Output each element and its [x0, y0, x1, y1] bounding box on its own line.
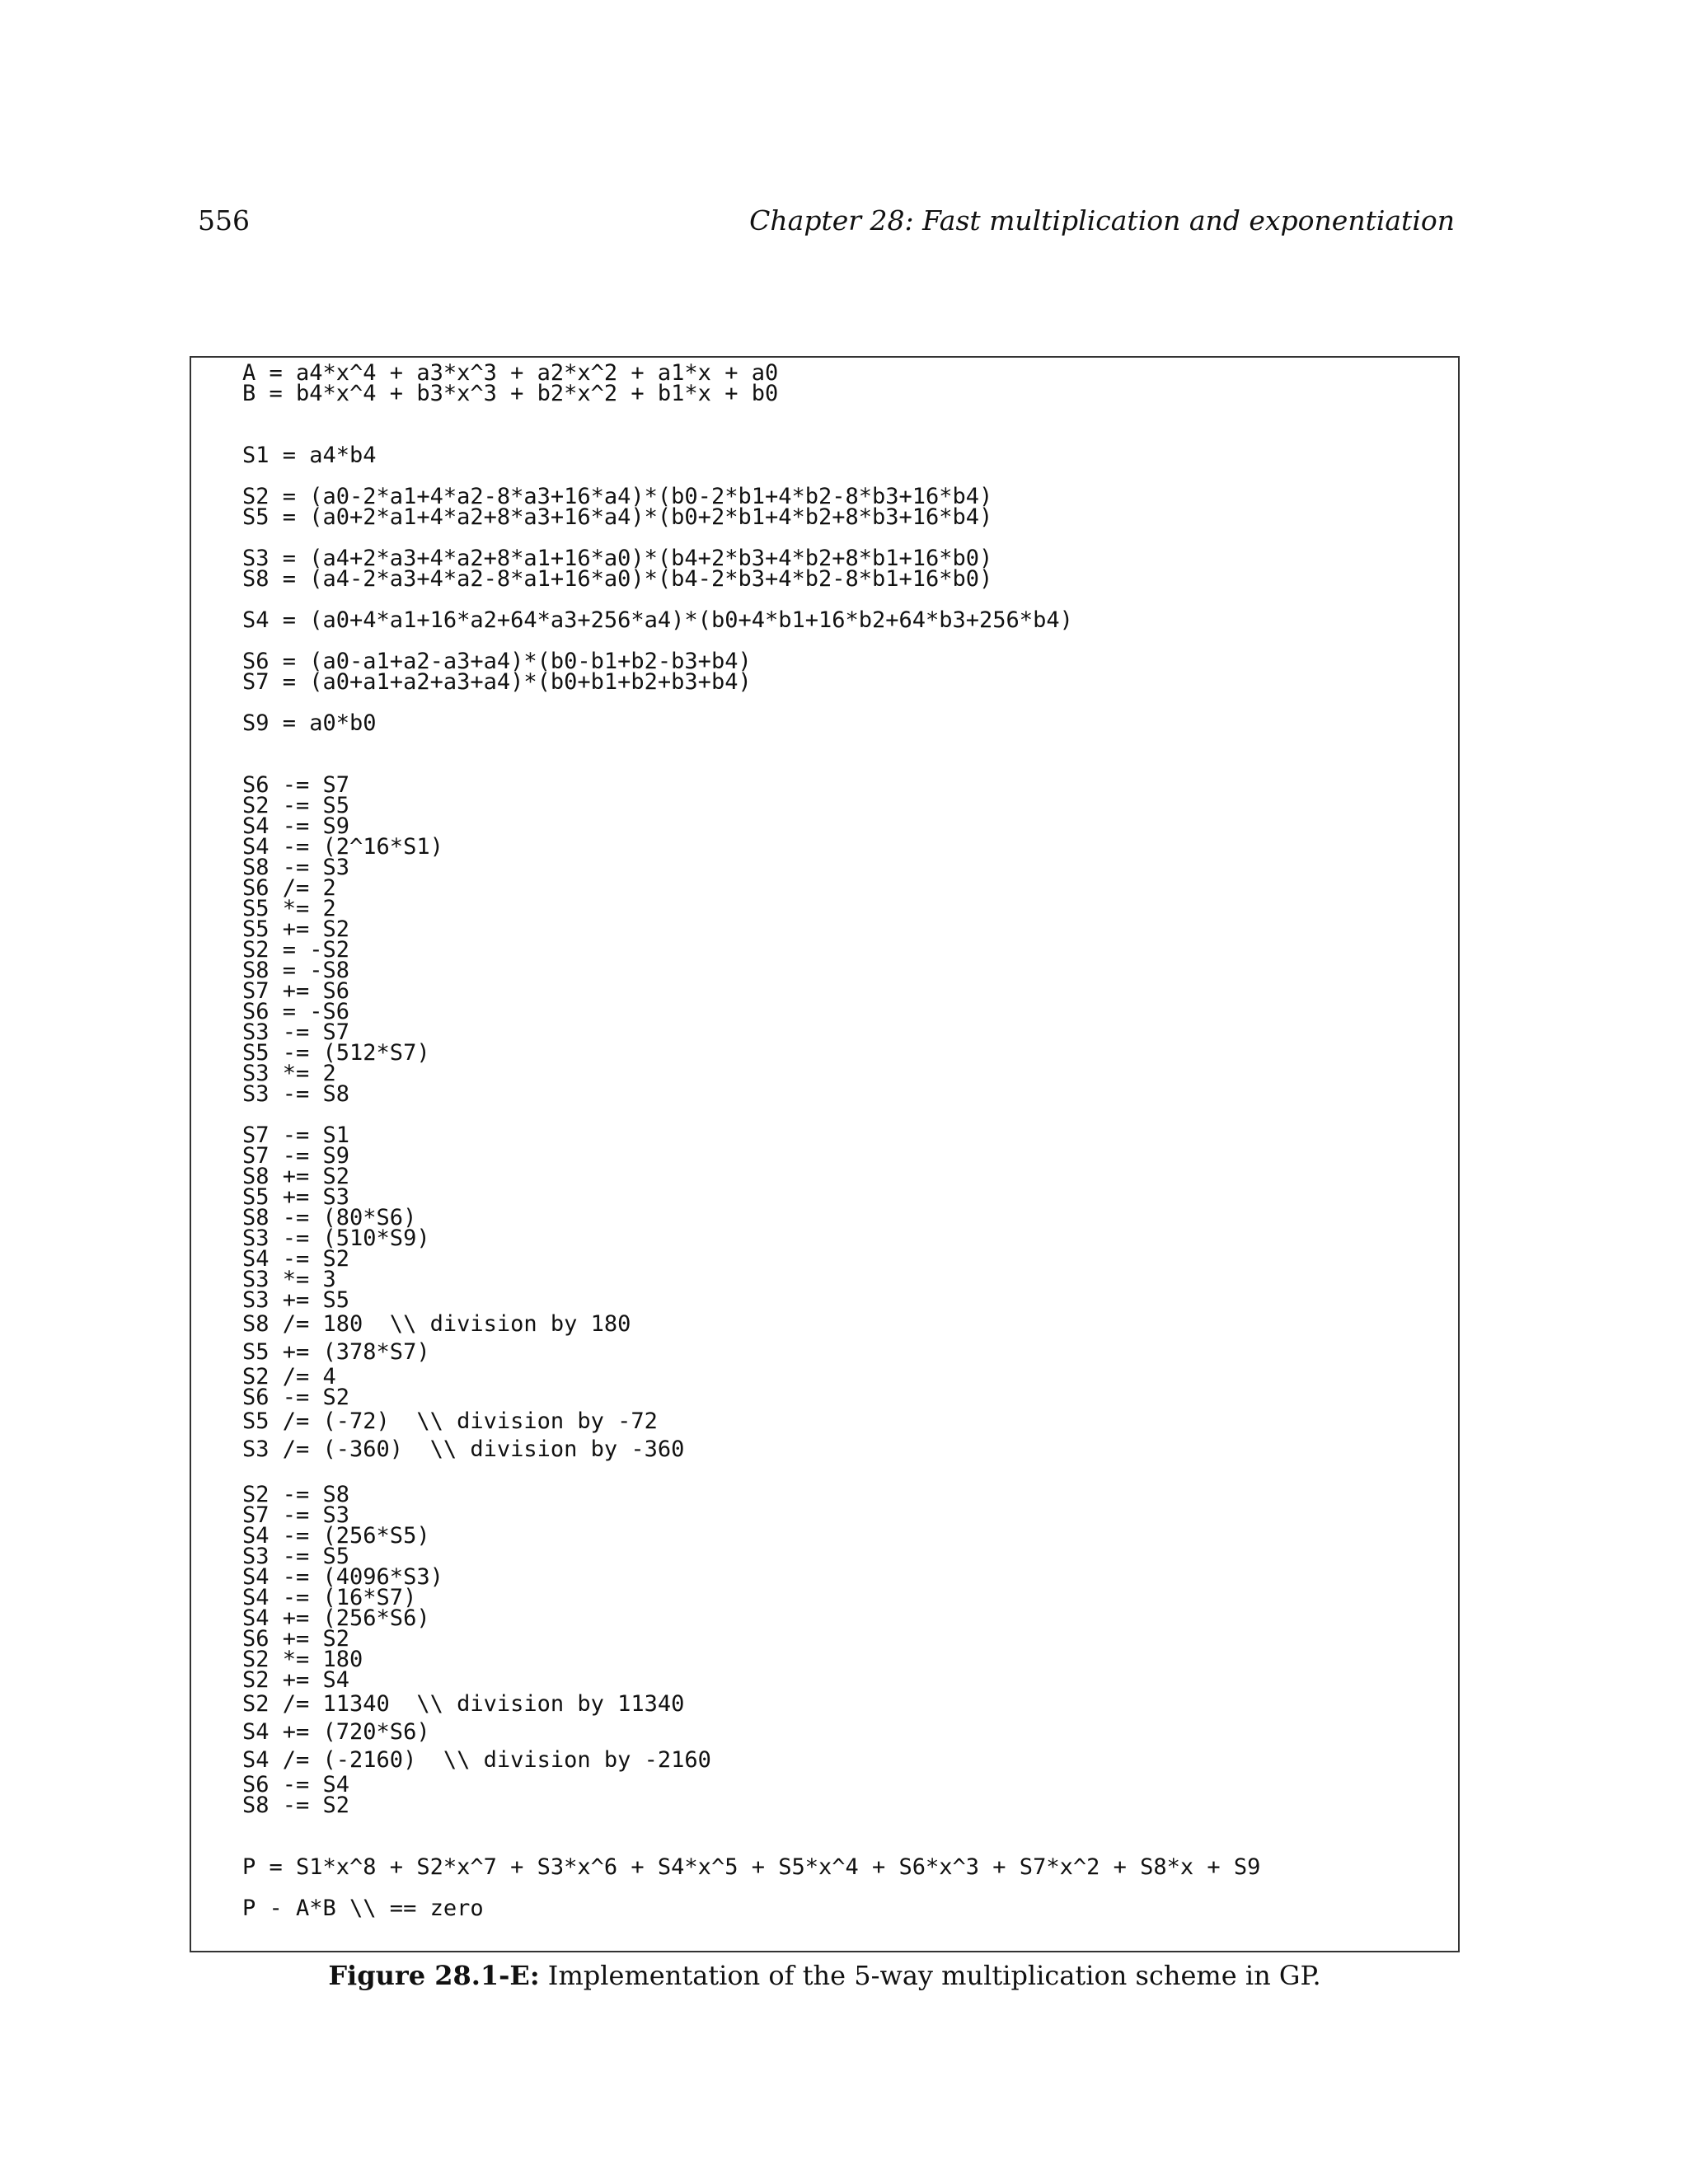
- code-listing: [242, 360, 1446, 1921]
- code-line: P - A*B \\ == zero: [242, 1896, 484, 1921]
- code-line: S5 -= (512*S7): [242, 1040, 430, 1066]
- page-number: 556: [198, 204, 250, 237]
- code-line: S2 /= 11340 \\ division by 11340: [242, 1691, 685, 1717]
- code-line: S6 = -S6: [242, 999, 350, 1024]
- code-line: S2 /= 4: [242, 1364, 336, 1390]
- code-line: S4 -= (256*S5): [242, 1523, 430, 1549]
- code-line: S4 -= S9: [242, 813, 350, 839]
- code-line: S3 -= S8: [242, 1081, 350, 1107]
- code-line: P = S1*x^8 + S2*x^7 + S3*x^6 + S4*x^5 + S5*x^4 + S6*x^3 + S7*x^2 + S8*x + S9: [242, 1854, 1261, 1880]
- code-line: A = a4*x^4 + a3*x^3 + a2*x^2 + a1*x + a0: [242, 360, 779, 386]
- code-line: S4 = (a0+4*a1+16*a2+64*a3+256*a4)*(b0+4*b1+16*b2+64*b3+256*b4): [242, 607, 1073, 633]
- code-line: S6 -= S7: [242, 772, 350, 798]
- code-line: S6 = (a0-a1+a2-a3+a4)*(b0-b1+b2-b3+b4): [242, 649, 752, 674]
- code-group-s3s8: [242, 546, 1446, 592]
- code-group-s1: [242, 445, 1446, 466]
- code-line: S8 -= (80*S6): [242, 1205, 417, 1230]
- code-line: S8 = -S8: [242, 958, 350, 983]
- code-line: S9 = a0*b0: [242, 710, 377, 736]
- code-line: S3 -= (510*S9): [242, 1226, 430, 1251]
- code-line: S4 += (720*S6): [242, 1719, 430, 1745]
- code-line: S5 *= 2: [242, 896, 336, 921]
- code-group-defs: [242, 360, 1446, 406]
- code-line: S7 -= S3: [242, 1502, 350, 1528]
- code-line: S3 -= S7: [242, 1019, 350, 1045]
- code-line: S4 -= (2^16*S1): [242, 834, 443, 860]
- code-group-block1: [242, 772, 1446, 1107]
- code-line: S5 /= (-72) \\ division by -72: [242, 1408, 658, 1434]
- code-line: S5 = (a0+2*a1+4*a2+8*a3+16*a4)*(b0+2*b1+4*b2+8*b3+16*b4): [242, 504, 993, 530]
- code-line: S2 *= 180: [242, 1647, 363, 1672]
- code-line: S6 /= 2: [242, 875, 336, 901]
- code-line: S5 += S3: [242, 1184, 350, 1210]
- code-line: S5 += (378*S7): [242, 1339, 430, 1365]
- code-line: S3 *= 3: [242, 1267, 336, 1292]
- code-group-check: [242, 1898, 1446, 1919]
- code-line: S2 += S4: [242, 1667, 350, 1693]
- code-line: S6 -= S4: [242, 1772, 350, 1797]
- code-line: S4 -= (4096*S3): [242, 1564, 443, 1590]
- code-line: S5 += S2: [242, 916, 350, 942]
- code-listing-frame: [190, 356, 1460, 1952]
- code-line: B = b4*x^4 + b3*x^3 + b2*x^2 + b1*x + b0: [242, 381, 779, 406]
- code-line: S7 = (a0+a1+a2+a3+a4)*(b0+b1+b2+b3+b4): [242, 669, 752, 695]
- code-group-s4: [242, 607, 1446, 633]
- figure-caption-text: Implementation of the 5-way multiplication scheme in GP.: [539, 1960, 1321, 1991]
- code-line: S2 -= S8: [242, 1482, 350, 1507]
- code-line: S7 += S6: [242, 978, 350, 1004]
- code-line: S2 = -S2: [242, 937, 350, 963]
- code-line: S8 -= S3: [242, 855, 350, 880]
- code-group-block3: [242, 1484, 1446, 1816]
- code-group-s6s7: [242, 649, 1446, 695]
- code-line: S2 -= S5: [242, 793, 350, 818]
- code-line: S2 = (a0-2*a1+4*a2-8*a3+16*a4)*(b0-2*b1+4*b2-8*b3+16*b4): [242, 484, 993, 509]
- code-line: S1 = a4*b4: [242, 443, 377, 468]
- running-head: Chapter 28: Fast multiplication and exponentiation: [749, 204, 1455, 237]
- code-line: S3 -= S5: [242, 1544, 350, 1569]
- code-line: S4 -= S2: [242, 1246, 350, 1272]
- code-line: S6 -= S2: [242, 1385, 350, 1410]
- code-line: S4 -= (16*S7): [242, 1585, 417, 1610]
- code-line: S4 /= (-2160) \\ division by -2160: [242, 1747, 711, 1773]
- code-line: S3 += S5: [242, 1287, 350, 1313]
- code-line: S7 -= S1: [242, 1122, 350, 1148]
- figure-caption: [190, 1960, 1460, 1991]
- code-group-s9: [242, 710, 1446, 736]
- code-line: S8 /= 180 \\ division by 180: [242, 1311, 631, 1337]
- code-line: S8 = (a4-2*a3+4*a2-8*a1+16*a0)*(b4-2*b3+4*b2-8*b1+16*b0): [242, 566, 993, 592]
- code-line: S6 += S2: [242, 1626, 350, 1652]
- code-line: S8 += S2: [242, 1164, 350, 1189]
- code-line: S7 -= S9: [242, 1143, 350, 1169]
- code-line: S3 = (a4+2*a3+4*a2+8*a1+16*a0)*(b4+2*b3+4*b2+8*b1+16*b0): [242, 546, 993, 571]
- figure-label: Figure 28.1-E:: [328, 1960, 540, 1991]
- code-line: S3 /= (-360) \\ division by -360: [242, 1436, 685, 1462]
- code-line: S3 *= 2: [242, 1061, 336, 1086]
- code-group-block2: [242, 1122, 1446, 1464]
- code-group-result: [242, 1854, 1446, 1880]
- code-line: S4 += (256*S6): [242, 1605, 430, 1631]
- code-line: S8 -= S2: [242, 1793, 350, 1818]
- code-group-s2s5: [242, 484, 1446, 530]
